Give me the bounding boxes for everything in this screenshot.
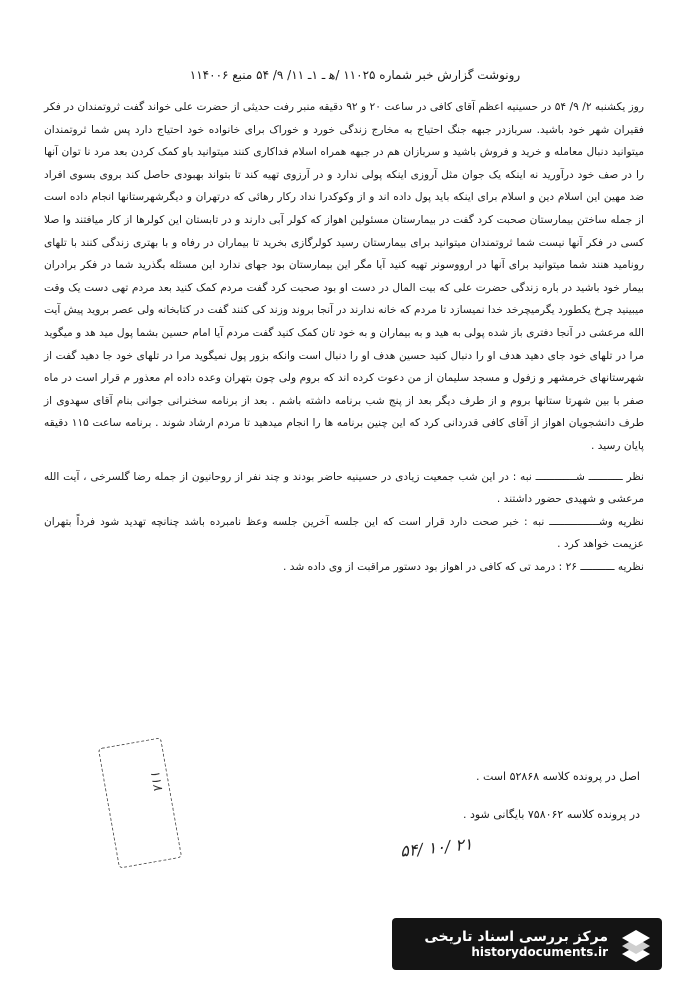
original-file-line: اصل در پرونده کلاسه ۵۲۸۶۸ است . [475, 770, 640, 783]
filing-lines [330, 758, 640, 834]
report-opinion-2: نظریه وشــــــــــــــــ نبه : خبر صحت دارد قرار است که این جلسه آخرین جلسه وعظ نامبرده باشد چنانچه تهدید شود فرداً بتهران عزیمت خواهد کرد . [44, 515, 644, 551]
watermark-banner [392, 918, 662, 970]
watermark-text [424, 929, 608, 959]
report-body [44, 96, 644, 578]
watermark-en: historydocuments.ir [471, 945, 608, 959]
handwritten-date: ۵۴/ ۱۰/ ۲۱ [399, 834, 474, 861]
archive-file-line: در پرونده کلاسه ۷۵۸۰۶۲ بایگانی شود . [462, 808, 640, 821]
spacer [44, 458, 644, 466]
stamp-box [98, 737, 182, 868]
report-opinion-1: نظر ـــــــــــ شـــــــــــــ نبه : در این شب جمعیت زیادی در حسینیه حاضر بودند و چند نفر از روحانیون از جمله رضا گلسرخی ، آیت الله مرعشی و شهیدی حضور داشتند . [44, 470, 644, 506]
watermark-fa: مرکز بررسی اسناد تاریخی [424, 929, 608, 945]
report-opinion-3: نظریه ـــــــــــ ۲۶ : درمد تی که کافی در اهواز بود دستور مراقبت از وی داده شد . [283, 560, 644, 573]
stamp-note: ۱۱۸ [146, 768, 166, 793]
book-stack-logo-icon [616, 924, 656, 964]
report-heading: رونوشت گزارش خبر شماره ۱۱۰۲۵ /ﻫ ـ ۱ـ ۱۱/ ۹/ ۵۴ منبع ۱۱۴۰۰۶ [189, 68, 521, 82]
report-paragraph-main: روز یکشنبه ۲/ ۹/ ۵۴ در حسینیه اعظم آقای کافی در ساعت ۲۰ و ۹۲ دقیقه منبر رفت حدیثی از حضرت علی خواند گفت ثروتمندان در فکر فقیران شهر خود باشید. سربازدر جبهه جنگ احتیاج به مخارج زندگی خورد و خوراک برای خانواده خود احتیاج دارد پس شما ثروتمندان میتوانید دنبال معامله و خرید و فروش باشید و سربازان هم در جبهه همراه اسلام فداکاری کنند میتوانید باو کمک کردن بعد مرد نا توان آنها را در صف خود درآورید نه اینکه یک جوان مثل آروزی اینکه پولی ندارد و در آرزوی تهیه کند تا بتواند بهبودی حاصل کند بروی بسوی افراد ضد مهین این اسلام دین و اسلام برای اینکه باید پول داده اند و از وکوکدرا نداد رکار رهائی که درتهران و دیگرشهرستانها انجام داده است از جمله ساختن بیمارستان صحبت کرد گفت در بیمارستان مسئولین اهواز که کولر آبی دارند و در تابستان این کولرها از کار میافتند وا صلا کسی در فکر آنها نیست شما ثروتمندان میتوانید برای بیمارستان رسید کولرگازی بخرید تا بیماران در رفاه و با بهتری زندگی کنند با تلهای رونامید هنند شما میتوانید برای آنها در ارووسونر تهیه کنید آیا مگر این بیمارستان بود جهای ندارد این مسئله بگذرید شما در فکر برادران بیمار خود باشید در باره زندگی حضرت علی که بیت المال در دست او بود صحبت کرد گفت مردم کمک کنید بعد مردم تهی دست یک وقت میبینید چرخ یکطورد یگرمیچرخد خدا نمیسازد تا مردم که خانه ندارند در آنجا بروند وزند کی کنند گفت در کتابخانه ولی عصر بروید پیش آیت الله مرعشی در آنجا دفتری باز شده پولی به هید و به بیماران و به خود تان کمک کنید گفت مردم آیا امام حسین بشما پول مید هد و میگوید مرا در تلهای خود جای دهید هدف او را دنبال کنید حسین هدف او را دنبال است وانکه بزور پول نمیگوید مرا در تلهای خود جا دهید گفت از شهرستانهای خرمشهر و زفول و مسجد سلیمان از من دعوت کرده اند که بروم ولی چون بتهران وعده داده ام معذور م قرار است در ماه صفر با بین شهرتا ستانها بروم و از طرف دیگر بعد از پنج شب برنامه داشته باشم . بعد از برنامه سخنرانی جوانی بنام آقای سهدوی از طرف دانشجویان اهواز از آقای کافی قدردانی کرد که این چنین برنامه ها را انجام میدهید تا مردم ارشاد شوند . برنامه ساعت ۱۱۵ دقیقه پایان رسید . [44, 101, 645, 452]
